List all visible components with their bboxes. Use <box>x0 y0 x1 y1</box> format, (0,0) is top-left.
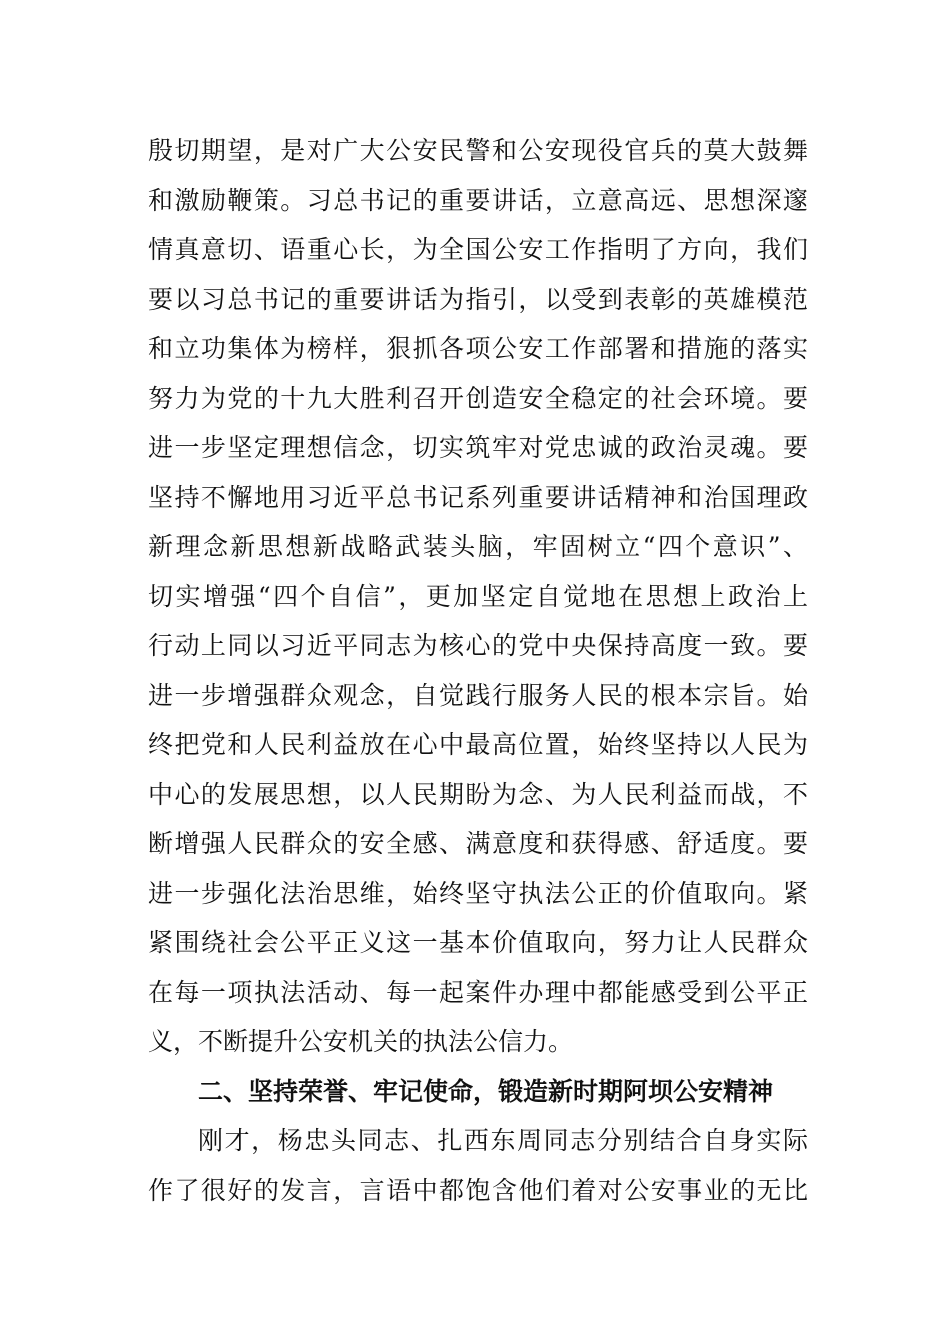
text-line: 义，不断提升公安机关的执法公信力。 <box>148 1027 574 1056</box>
text-line: 要以习总书记的重要讲话为指引，以受到表彰的英雄模范 <box>148 284 808 314</box>
text-line: 和激励鞭策。习总书记的重要讲话，立意高远、思想深邃 <box>148 185 808 215</box>
text-line: 行动上同以习近平同志为核心的党中央保持高度一致。要 <box>148 631 808 660</box>
section-heading: 二、坚持荣誉、牢记使命，锻造新时期阿坝公安精神 <box>198 1076 774 1106</box>
text-line: 和立功集体为榜样，狠抓各项公安工作部署和措施的落实 <box>148 334 808 363</box>
text-line: 中心的发展思想，以人民期盼为念、为人民利益而战，不 <box>148 779 808 809</box>
text-line: 刚才，杨忠头同志、扎西东周同志分别结合自身实际 <box>198 1126 808 1155</box>
text-line: 进一步强化法治思维，始终坚守执法公正的价值取向。紧 <box>148 878 808 908</box>
text-line: 进一步坚定理想信念，切实筑牢对党忠诚的政治灵魂。要 <box>148 433 808 462</box>
text-line: 切实增强“四个自信”，更加坚定自觉地在思想上政治上 <box>148 581 808 611</box>
body-text <box>148 126 808 1215</box>
text-line: 殷切期望，是对广大公安民警和公安现役官兵的莫大鼓舞 <box>148 136 808 165</box>
text-line: 坚持不懈地用习近平总书记系列重要讲话精神和治国理政 <box>148 482 808 512</box>
text-line: 紧围绕社会公平正义这一基本价值取向，努力让人民群众 <box>148 928 808 957</box>
text-line: 终把党和人民利益放在心中最高位置，始终坚持以人民为 <box>148 730 808 759</box>
text-line: 作了很好的发言，言语中都饱含他们着对公安事业的无比 <box>148 1175 808 1205</box>
text-line: 进一步增强群众观念，自觉践行服务人民的根本宗旨。始 <box>148 680 808 710</box>
text-line: 断增强人民群众的安全感、满意度和获得感、舒适度。要 <box>148 829 808 858</box>
text-line: 新理念新思想新战略武装头脑，牢固树立“四个意识”、 <box>148 532 808 561</box>
text-line: 情真意切、语重心长，为全国公安工作指明了方向，我们 <box>148 235 808 264</box>
text-line: 努力为党的十九大胜利召开创造安全稳定的社会环境。要 <box>148 383 808 413</box>
text-line: 在每一项执法活动、每一起案件办理中都能感受到公平正 <box>148 977 808 1007</box>
